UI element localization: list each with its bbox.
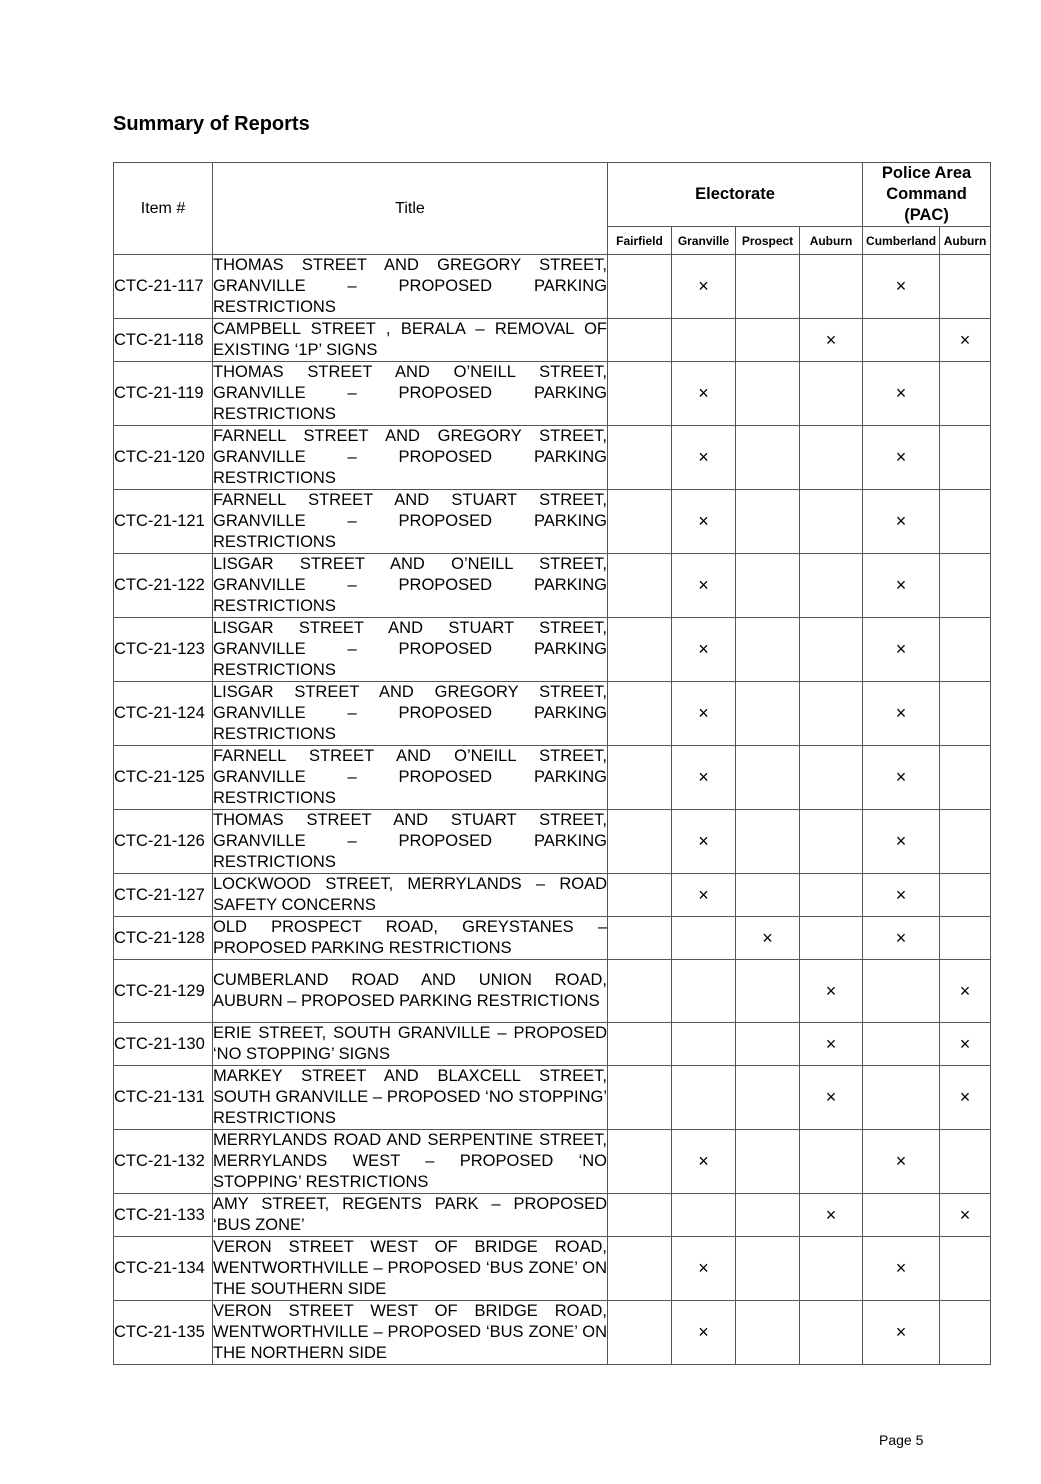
- mark-cell: [940, 1237, 991, 1301]
- mark-cell: [736, 319, 800, 362]
- mark-cell: [800, 362, 863, 426]
- mark-cell: [940, 1023, 991, 1066]
- mark-cell: [940, 618, 991, 682]
- mark-cell: [736, 255, 800, 319]
- mark-cell: [940, 554, 991, 618]
- mark-cell: [672, 1237, 736, 1301]
- header-electorate: Electorate: [608, 163, 863, 227]
- mark-cell: [863, 1023, 940, 1066]
- mark-cell: [940, 1130, 991, 1194]
- item-title: LISGAR STREET AND O’NEILL STREET, GRANVILLE – PROPOSED PARKING RESTRICTIONS: [213, 554, 608, 618]
- table-row: [114, 682, 991, 746]
- mark-cell: [863, 362, 940, 426]
- item-title: OLD PROSPECT ROAD, GREYSTANES – PROPOSED PARKING RESTRICTIONS: [213, 917, 608, 960]
- mark-cell: [608, 874, 672, 917]
- cross-mark-icon: ×: [698, 1151, 709, 1171]
- summary-table: [113, 162, 991, 1365]
- mark-cell: [940, 490, 991, 554]
- mark-cell: [736, 874, 800, 917]
- item-title: FARNELL STREET AND GREGORY STREET, GRANVILLE – PROPOSED PARKING RESTRICTIONS: [213, 426, 608, 490]
- item-number: CTC-21-129: [114, 960, 213, 1023]
- mark-cell: [863, 960, 940, 1023]
- mark-cell: [800, 1237, 863, 1301]
- mark-cell: [940, 255, 991, 319]
- cross-mark-icon: ×: [895, 767, 907, 787]
- mark-cell: [736, 618, 800, 682]
- mark-cell: [800, 554, 863, 618]
- mark-cell: [940, 874, 991, 917]
- mark-cell: [672, 1194, 736, 1237]
- mark-cell: [800, 1066, 863, 1130]
- table-row: [114, 426, 991, 490]
- mark-cell: [736, 426, 800, 490]
- mark-cell: [736, 917, 800, 960]
- mark-cell: [608, 917, 672, 960]
- mark-cell: [800, 746, 863, 810]
- mark-cell: [608, 554, 672, 618]
- mark-cell: [608, 1130, 672, 1194]
- table-row: [114, 1194, 991, 1237]
- mark-cell: [800, 917, 863, 960]
- page-heading: Summary of Reports: [113, 113, 310, 135]
- mark-cell: [940, 810, 991, 874]
- cross-mark-icon: ×: [895, 831, 907, 851]
- cross-mark-icon: ×: [895, 511, 907, 531]
- mark-cell: [672, 1130, 736, 1194]
- cross-mark-icon: ×: [895, 927, 907, 948]
- header-col-auburn-pac: Auburn: [940, 227, 991, 255]
- mark-cell: [800, 319, 863, 362]
- cross-mark-icon: ×: [825, 980, 837, 1001]
- mark-cell: [608, 810, 672, 874]
- mark-cell: [863, 490, 940, 554]
- mark-cell: [863, 554, 940, 618]
- cross-mark-icon: ×: [762, 927, 773, 948]
- item-title: CUMBERLAND ROAD AND UNION ROAD, AUBURN – PROPOSED PARKING RESTRICTIONS: [213, 960, 608, 1023]
- item-number: CTC-21-125: [114, 746, 213, 810]
- mark-cell: [800, 1301, 863, 1365]
- cross-mark-icon: ×: [895, 1258, 907, 1278]
- cross-mark-icon: ×: [895, 1322, 907, 1342]
- cross-mark-icon: ×: [895, 447, 907, 467]
- mark-cell: [672, 618, 736, 682]
- table-row: [114, 874, 991, 917]
- header-col-granville: Granville: [672, 227, 736, 255]
- item-title: THOMAS STREET AND GREGORY STREET, GRANVILLE – PROPOSED PARKING RESTRICTIONS: [213, 255, 608, 319]
- mark-cell: [736, 1130, 800, 1194]
- item-number: CTC-21-130: [114, 1023, 213, 1066]
- mark-cell: [608, 746, 672, 810]
- mark-cell: [736, 362, 800, 426]
- mark-cell: [800, 1023, 863, 1066]
- mark-cell: [800, 490, 863, 554]
- table-row: [114, 319, 991, 362]
- item-number: CTC-21-128: [114, 917, 213, 960]
- mark-cell: [736, 810, 800, 874]
- cross-mark-icon: ×: [895, 639, 907, 659]
- mark-cell: [800, 960, 863, 1023]
- mark-cell: [863, 682, 940, 746]
- mark-cell: [800, 682, 863, 746]
- cross-mark-icon: ×: [825, 329, 837, 350]
- item-number: CTC-21-131: [114, 1066, 213, 1130]
- header-col-auburn: Auburn: [800, 227, 863, 255]
- item-title: THOMAS STREET AND STUART STREET, GRANVILLE – PROPOSED PARKING RESTRICTIONS: [213, 810, 608, 874]
- mark-cell: [863, 917, 940, 960]
- table-row: [114, 1237, 991, 1301]
- cross-mark-icon: ×: [959, 1087, 971, 1107]
- table-row: [114, 1130, 991, 1194]
- mark-cell: [940, 362, 991, 426]
- mark-cell: [800, 874, 863, 917]
- mark-cell: [672, 917, 736, 960]
- mark-cell: [800, 1194, 863, 1237]
- item-number: CTC-21-135: [114, 1301, 213, 1365]
- mark-cell: [736, 1023, 800, 1066]
- mark-cell: [672, 426, 736, 490]
- cross-mark-icon: ×: [698, 767, 709, 787]
- item-number: CTC-21-126: [114, 810, 213, 874]
- cross-mark-icon: ×: [698, 703, 709, 723]
- mark-cell: [608, 1237, 672, 1301]
- mark-cell: [736, 960, 800, 1023]
- mark-cell: [800, 255, 863, 319]
- cross-mark-icon: ×: [698, 575, 709, 595]
- item-title: MERRYLANDS ROAD AND SERPENTINE STREET, MERRYLANDS WEST – PROPOSED ‘NO STOPPING’ RESTRICTIONS: [213, 1130, 608, 1194]
- mark-cell: [736, 1194, 800, 1237]
- mark-cell: [863, 618, 940, 682]
- mark-cell: [672, 255, 736, 319]
- mark-cell: [672, 1301, 736, 1365]
- mark-cell: [608, 255, 672, 319]
- table-row: [114, 618, 991, 682]
- table-row: [114, 362, 991, 426]
- item-number: CTC-21-120: [114, 426, 213, 490]
- item-title: LISGAR STREET AND STUART STREET, GRANVILLE – PROPOSED PARKING RESTRICTIONS: [213, 618, 608, 682]
- mark-cell: [608, 426, 672, 490]
- item-number: CTC-21-121: [114, 490, 213, 554]
- item-title: ERIE STREET, SOUTH GRANVILLE – PROPOSED ‘NO STOPPING’ SIGNS: [213, 1023, 608, 1066]
- mark-cell: [672, 490, 736, 554]
- item-title: VERON STREET WEST OF BRIDGE ROAD, WENTWORTHVILLE – PROPOSED ‘BUS ZONE’ ON THE NORTHERN SIDE: [213, 1301, 608, 1365]
- mark-cell: [800, 1130, 863, 1194]
- table-row: [114, 1301, 991, 1365]
- mark-cell: [672, 874, 736, 917]
- cross-mark-icon: ×: [698, 1322, 709, 1342]
- mark-cell: [940, 746, 991, 810]
- cross-mark-icon: ×: [895, 383, 907, 403]
- table-row: [114, 746, 991, 810]
- item-number: CTC-21-119: [114, 362, 213, 426]
- mark-cell: [863, 1237, 940, 1301]
- mark-cell: [672, 682, 736, 746]
- item-title: VERON STREET WEST OF BRIDGE ROAD, WENTWORTHVILLE – PROPOSED ‘BUS ZONE’ ON THE SOUTHERN SIDE: [213, 1237, 608, 1301]
- mark-cell: [608, 1194, 672, 1237]
- mark-cell: [940, 1194, 991, 1237]
- mark-cell: [736, 1237, 800, 1301]
- cross-mark-icon: ×: [698, 447, 709, 467]
- mark-cell: [800, 618, 863, 682]
- mark-cell: [736, 554, 800, 618]
- mark-cell: [940, 960, 991, 1023]
- item-title: FARNELL STREET AND O’NEILL STREET, GRANVILLE – PROPOSED PARKING RESTRICTIONS: [213, 746, 608, 810]
- table-row: [114, 810, 991, 874]
- table-body: [114, 255, 991, 1365]
- item-title: THOMAS STREET AND O’NEILL STREET, GRANVILLE – PROPOSED PARKING RESTRICTIONS: [213, 362, 608, 426]
- mark-cell: [800, 426, 863, 490]
- mark-cell: [736, 1301, 800, 1365]
- cross-mark-icon: ×: [959, 980, 971, 1001]
- item-title: LOCKWOOD STREET, MERRYLANDS – ROAD SAFETY CONCERNS: [213, 874, 608, 917]
- cross-mark-icon: ×: [825, 1087, 837, 1107]
- cross-mark-icon: ×: [959, 329, 971, 350]
- item-number: CTC-21-118: [114, 319, 213, 362]
- table-row: [114, 554, 991, 618]
- mark-cell: [608, 319, 672, 362]
- cross-mark-icon: ×: [895, 276, 907, 296]
- cross-mark-icon: ×: [698, 639, 709, 659]
- mark-cell: [672, 1066, 736, 1130]
- mark-cell: [608, 682, 672, 746]
- mark-cell: [940, 682, 991, 746]
- cross-mark-icon: ×: [698, 511, 709, 531]
- cross-mark-icon: ×: [698, 1258, 709, 1278]
- mark-cell: [863, 426, 940, 490]
- table-row: [114, 1023, 991, 1066]
- item-number: CTC-21-122: [114, 554, 213, 618]
- cross-mark-icon: ×: [959, 1033, 971, 1054]
- cross-mark-icon: ×: [825, 1204, 837, 1225]
- cross-mark-icon: ×: [698, 383, 709, 403]
- header-item: Item #: [114, 163, 213, 255]
- mark-cell: [672, 319, 736, 362]
- mark-cell: [608, 362, 672, 426]
- mark-cell: [940, 426, 991, 490]
- table-row: [114, 917, 991, 960]
- item-title: MARKEY STREET AND BLAXCELL STREET, SOUTH GRANVILLE – PROPOSED ‘NO STOPPING’ RESTRICTIONS: [213, 1066, 608, 1130]
- cross-mark-icon: ×: [698, 276, 709, 296]
- mark-cell: [672, 1023, 736, 1066]
- item-number: CTC-21-123: [114, 618, 213, 682]
- header-col-prospect: Prospect: [736, 227, 800, 255]
- mark-cell: [608, 1066, 672, 1130]
- item-number: CTC-21-127: [114, 874, 213, 917]
- item-number: CTC-21-117: [114, 255, 213, 319]
- item-number: CTC-21-124: [114, 682, 213, 746]
- mark-cell: [672, 554, 736, 618]
- cross-mark-icon: ×: [825, 1033, 837, 1054]
- mark-cell: [863, 1301, 940, 1365]
- mark-cell: [863, 1130, 940, 1194]
- item-title: LISGAR STREET AND GREGORY STREET, GRANVILLE – PROPOSED PARKING RESTRICTIONS: [213, 682, 608, 746]
- item-title: CAMPBELL STREET , BERALA – REMOVAL OF EXISTING ‘1P’ SIGNS: [213, 319, 608, 362]
- mark-cell: [608, 1023, 672, 1066]
- header-col-cumberland: Cumberland: [863, 227, 940, 255]
- mark-cell: [736, 682, 800, 746]
- mark-cell: [736, 490, 800, 554]
- table-row: [114, 255, 991, 319]
- item-number: CTC-21-133: [114, 1194, 213, 1237]
- mark-cell: [863, 255, 940, 319]
- table-row: [114, 960, 991, 1023]
- mark-cell: [863, 319, 940, 362]
- cross-mark-icon: ×: [895, 575, 907, 595]
- mark-cell: [608, 618, 672, 682]
- item-title: FARNELL STREET AND STUART STREET, GRANVILLE – PROPOSED PARKING RESTRICTIONS: [213, 490, 608, 554]
- mark-cell: [863, 810, 940, 874]
- mark-cell: [940, 319, 991, 362]
- page-number: Page 5: [879, 1432, 924, 1448]
- mark-cell: [940, 917, 991, 960]
- cross-mark-icon: ×: [959, 1204, 971, 1225]
- mark-cell: [736, 1066, 800, 1130]
- header-title: Title: [213, 163, 608, 255]
- cross-mark-icon: ×: [895, 1151, 907, 1171]
- mark-cell: [608, 490, 672, 554]
- table-row: [114, 490, 991, 554]
- mark-cell: [863, 1066, 940, 1130]
- mark-cell: [940, 1066, 991, 1130]
- item-number: CTC-21-132: [114, 1130, 213, 1194]
- table-row: [114, 1066, 991, 1130]
- mark-cell: [800, 810, 863, 874]
- mark-cell: [736, 746, 800, 810]
- mark-cell: [863, 874, 940, 917]
- mark-cell: [863, 1194, 940, 1237]
- cross-mark-icon: ×: [698, 884, 709, 905]
- mark-cell: [672, 810, 736, 874]
- mark-cell: [940, 1301, 991, 1365]
- header-pac: Police Area Command (PAC): [863, 163, 991, 227]
- mark-cell: [672, 960, 736, 1023]
- mark-cell: [608, 960, 672, 1023]
- mark-cell: [672, 362, 736, 426]
- mark-cell: [672, 746, 736, 810]
- header-col-fairfield: Fairfield: [608, 227, 672, 255]
- mark-cell: [863, 746, 940, 810]
- cross-mark-icon: ×: [698, 831, 709, 851]
- mark-cell: [608, 1301, 672, 1365]
- item-title: AMY STREET, REGENTS PARK – PROPOSED ‘BUS ZONE’: [213, 1194, 608, 1237]
- cross-mark-icon: ×: [895, 884, 907, 905]
- cross-mark-icon: ×: [895, 703, 907, 723]
- item-number: CTC-21-134: [114, 1237, 213, 1301]
